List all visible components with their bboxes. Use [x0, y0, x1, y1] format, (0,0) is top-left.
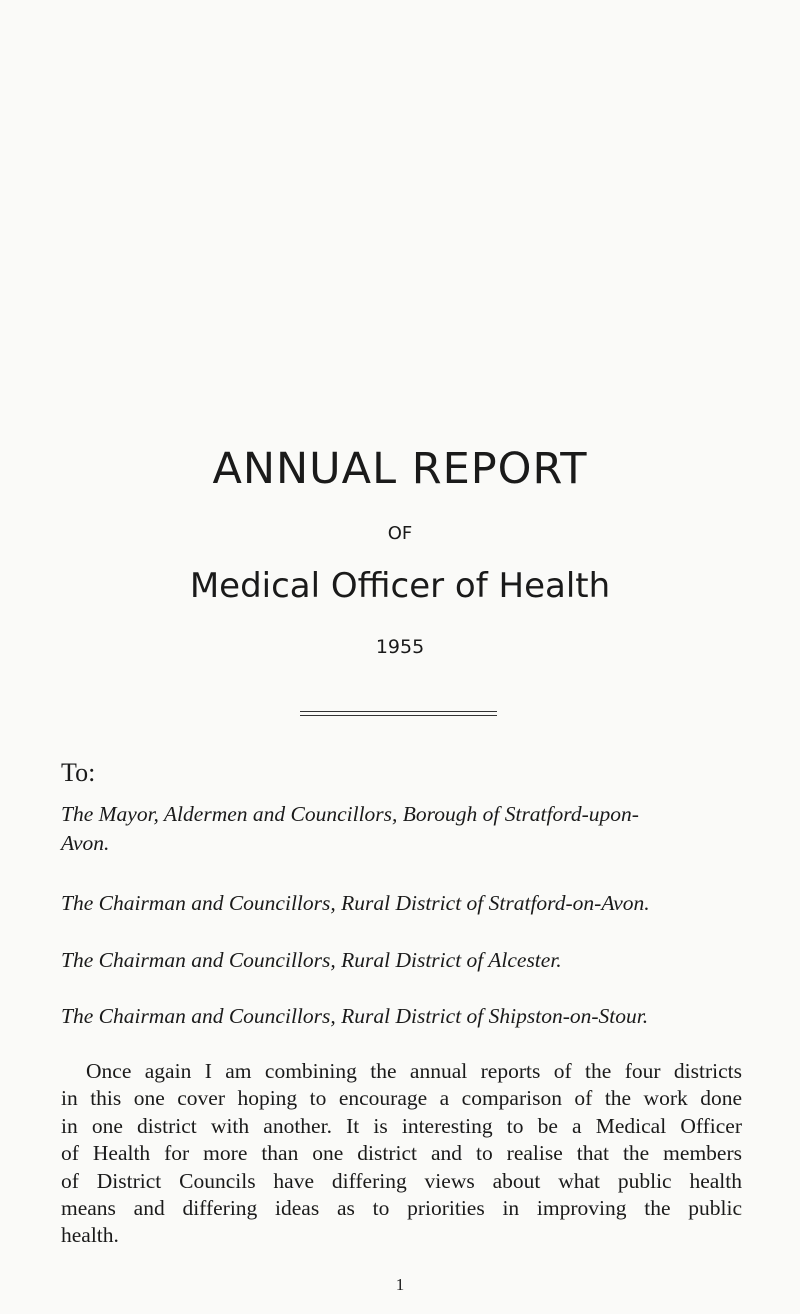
addressee-borough-stratford — [61, 800, 751, 858]
body-line: in this one cover hoping to encourage a comparison of the work done — [61, 1086, 742, 1111]
report-title: ANNUAL REPORT — [212, 444, 588, 494]
addressee-line-continued: Avon. — [61, 831, 110, 855]
body-line: in one district with another. It is interesting to be a Medical Officer — [61, 1113, 742, 1138]
addressee-rural-stratford — [61, 889, 751, 918]
addressee-rural-shipston — [61, 1002, 751, 1031]
divider-rule-bottom — [300, 715, 497, 716]
report-year: 1955 — [375, 636, 425, 658]
page-number: 1 — [395, 1275, 405, 1294]
title-connector: OF — [387, 523, 413, 544]
body-line: of District Councils have differing views about what public health — [61, 1168, 742, 1193]
body-line: of Health for more than one district and to realise that the members — [61, 1141, 742, 1166]
addressee-line: The Chairman and Councillors, Rural District of Stratford-on-Avon. — [61, 891, 650, 915]
body-line: health. — [61, 1223, 119, 1248]
addressee-line: The Chairman and Councillors, Rural District of Alcester. — [61, 948, 562, 972]
divider-rule-top — [300, 711, 497, 712]
addressee-line: The Chairman and Councillors, Rural District of Shipston-on-Stour. — [61, 1004, 649, 1028]
addressee-rural-alcester — [61, 946, 751, 975]
addressee-line: The Mayor, Aldermen and Councillors, Borough of Stratford-upon- — [61, 802, 639, 826]
salutation: To: — [61, 758, 96, 787]
body-line: Once again I am combining the annual reports of the four districts — [86, 1059, 742, 1083]
body-paragraph — [61, 1058, 742, 1250]
body-line: means and differing ideas as to priorities in improving the public — [61, 1196, 742, 1221]
report-subtitle: Medical Officer of Health — [189, 566, 611, 606]
